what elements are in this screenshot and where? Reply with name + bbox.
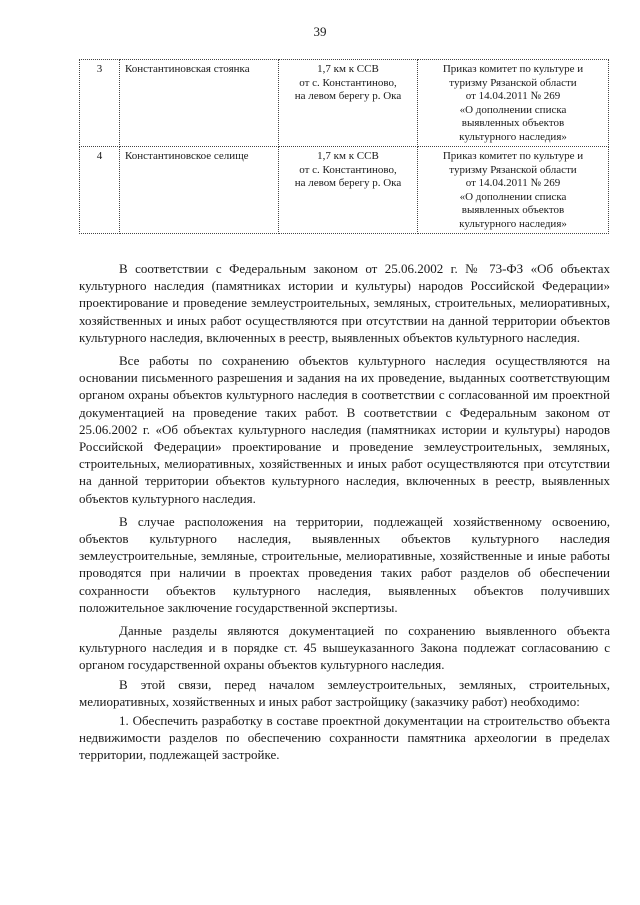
paragraph: Данные разделы являются документацией по сохранению выявленного объекта культурного наследия и в порядке ст. 45 вышеуказанного Закона подлежат согласованию с органом государственной охраны объектов культурного наследия. bbox=[79, 623, 610, 673]
document-line: «О дополнении списка bbox=[459, 103, 567, 116]
document-line: Приказ комитет по культуре и bbox=[442, 150, 584, 162]
paragraph: В соответствии с Федеральным законом от 25.06.2002 г. № 73-ФЗ «Об объектах культурного наследия (памятниках истории и культуры) народов Российской Федерации» проектирование и проведение землеустроительных, земляных, строительных, мелиоративных, хозяйственных и иных работ осуществляются при отсутствии на данной территории объектов культурного наследия, включенных в реестр, выявленных объектов культурного наследия. bbox=[79, 261, 610, 345]
document-line: выявленных объектов bbox=[461, 204, 565, 216]
object-document bbox=[418, 60, 609, 147]
location-line: 1,7 км к ССВ bbox=[317, 63, 379, 75]
object-location bbox=[279, 147, 418, 234]
location-line: от с. Константиново, bbox=[299, 163, 397, 176]
row-number: 3 bbox=[80, 60, 120, 147]
location-line: от с. Константиново, bbox=[299, 76, 397, 89]
heritage-objects-table bbox=[79, 59, 609, 234]
paragraph: В случае расположения на территории, подлежащей хозяйственному освоению, объектов культурного наследия, выявленных объектов культурного наследия землеустроительные, земляные, строительные, мелиоративные, хозяйственные и иные работы проводятся при наличии в проектах проведения таких работ разделов об обеспечении сохранности объектов культурного наследия, выявленных объектов получивших положительное заключение государственной экспертизы. bbox=[79, 513, 610, 615]
document-line: культурного наследия» bbox=[459, 130, 567, 143]
document-line: туризму Рязанской области bbox=[449, 76, 577, 89]
document-line: культурного наследия» bbox=[459, 217, 567, 230]
document-body bbox=[79, 260, 610, 770]
document-line: от 14.04.2011 № 269 bbox=[465, 90, 561, 102]
document-line: от 14.04.2011 № 269 bbox=[465, 177, 561, 189]
table-row bbox=[80, 147, 609, 234]
location-line: на левом берегу р. Ока bbox=[294, 177, 402, 189]
document-line: Приказ комитет по культуре и bbox=[442, 63, 584, 75]
table-row bbox=[80, 60, 609, 147]
document-line: выявленных объектов bbox=[461, 117, 565, 129]
row-number: 4 bbox=[80, 147, 120, 234]
location-line: на левом берегу р. Ока bbox=[294, 90, 402, 102]
numbered-paragraph: 1. Обеспечить разработку в составе проектной документации на строительство объекта недвижимости разделов по обеспечению сохранности памятника археологии в пределах территории, подлежащей застройке. bbox=[79, 713, 610, 763]
paragraph: Все работы по сохранению объектов культурного наследия осуществляются на основании письменного разрешения и задания на их проведение, выданных соответствующим органом охраны объектов культурного наследия в соответствии с согласованной им проектной документацией на проведение таких работ. В соответствии с Федеральным законом от 25.06.2002 г. «Об объектах культурного наследия (памятниках истории и культуры) народов Российской Федерации» проектирование и проведение землеустроительных, земляных, строительных, мелиоративных, хозяйственных и иных работ осуществляются при отсутствии на данной территории объектов культурного наследия, включенных в реестр, выявленных объектов культурного наследия. bbox=[79, 353, 610, 506]
document-line: туризму Рязанской области bbox=[449, 163, 577, 176]
paragraph: В этой связи, перед началом землеустроительных, земляных, строительных, мелиоративных, хозяйственных и иных работ застройщику (заказчику работ) необходимо: bbox=[79, 676, 610, 709]
location-line: 1,7 км к ССВ bbox=[317, 150, 379, 162]
document-line: «О дополнении списка bbox=[459, 190, 567, 203]
object-name: Константиновское селище bbox=[120, 147, 279, 234]
object-name: Константиновская стоянка bbox=[120, 60, 279, 147]
object-location bbox=[279, 60, 418, 147]
page-number: 39 bbox=[313, 24, 327, 39]
object-document bbox=[418, 147, 609, 234]
